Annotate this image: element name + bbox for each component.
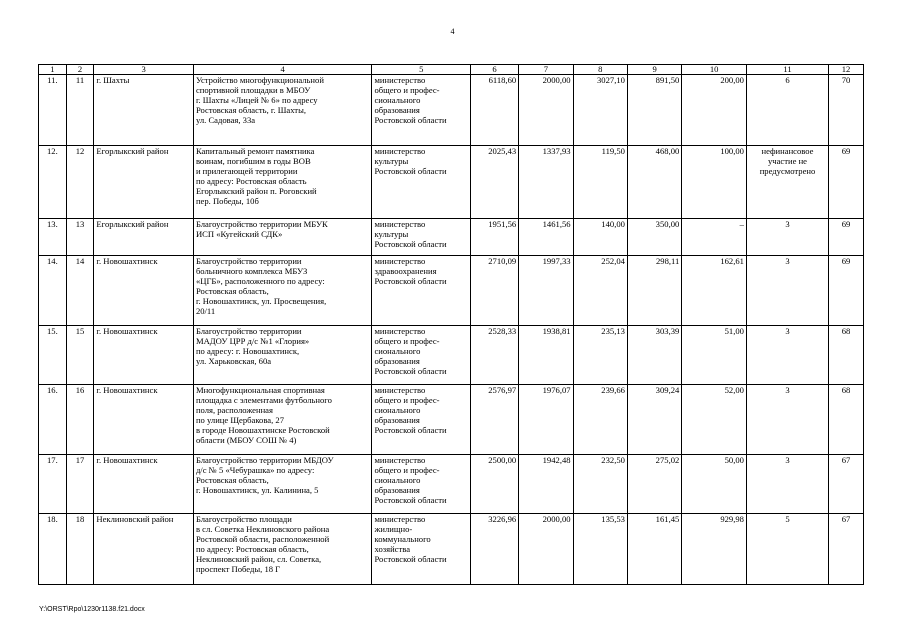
cell-text-line: д/с № 5 «Чебурашка» по адресу: bbox=[195, 465, 315, 476]
amount-col8-cell: 140,00 bbox=[573, 219, 627, 256]
cell-text-line: образования bbox=[374, 485, 420, 496]
municipality-cell: г. Новошахтинск bbox=[94, 455, 194, 514]
page-number: 4 bbox=[450, 27, 455, 36]
participation-cell bbox=[746, 219, 828, 256]
cell-text-line: Благоустройство территории МБДОУ bbox=[195, 455, 334, 465]
row-id-cell: 12 bbox=[66, 146, 94, 219]
cell-text-line: министерство bbox=[374, 146, 426, 156]
cell-text-line: 3 bbox=[785, 385, 790, 395]
municipality-cell: г. Шахты bbox=[94, 75, 194, 146]
cell-text-line: Благоустройство площади bbox=[195, 514, 292, 524]
cell-text-line: сионального bbox=[374, 405, 421, 416]
amount-col7-cell: 1942,48 bbox=[519, 455, 573, 514]
row-id-cell: 18 bbox=[66, 514, 94, 585]
total-amount-cell: 2025,43 bbox=[470, 146, 518, 219]
amount-col10-cell: 100,00 bbox=[682, 146, 747, 219]
cell-text-line: образования bbox=[374, 105, 420, 116]
amount-col10-cell: – bbox=[682, 219, 747, 256]
row-number-cell: 13. bbox=[39, 219, 67, 256]
cell-text-line: в сл. Советка Неклиновского района bbox=[195, 524, 330, 535]
cell-text-line: Ростовской области bbox=[374, 495, 447, 506]
column-header: 4 bbox=[193, 65, 372, 75]
cell-text-line: участие не bbox=[768, 156, 807, 167]
cell-text-line: нефинансовое bbox=[761, 146, 814, 156]
municipality-cell: г. Новошахтинск bbox=[94, 385, 194, 455]
cell-text-line: сионального bbox=[374, 346, 421, 357]
project-name-cell bbox=[193, 256, 372, 326]
column-header: 3 bbox=[94, 65, 194, 75]
score-cell: 69 bbox=[829, 219, 864, 256]
amount-col8-cell: 232,50 bbox=[573, 455, 627, 514]
cell-text-line: Благоустройство территории МБУК bbox=[195, 219, 328, 229]
row-id-cell: 16 bbox=[66, 385, 94, 455]
column-header: 2 bbox=[66, 65, 94, 75]
column-header: 7 bbox=[519, 65, 573, 75]
project-name-cell bbox=[193, 146, 372, 219]
cell-text-line: здравоохранения bbox=[374, 266, 437, 277]
score-cell: 68 bbox=[829, 385, 864, 455]
amount-col9-cell: 891,50 bbox=[627, 75, 681, 146]
column-header: 12 bbox=[829, 65, 864, 75]
cell-text-line: Ростовской области bbox=[374, 239, 447, 250]
column-header: 1 bbox=[39, 65, 67, 75]
cell-text-line: по адресу: г. Новошахтинск, bbox=[195, 346, 300, 357]
ministry-cell bbox=[372, 75, 471, 146]
cell-text-line: г. Новошахтинск, ул. Калинина, 5 bbox=[195, 485, 319, 496]
score-cell: 70 bbox=[829, 75, 864, 146]
row-id-cell: 15 bbox=[66, 326, 94, 385]
total-amount-cell: 3226,96 bbox=[470, 514, 518, 585]
table-row bbox=[39, 514, 864, 585]
amount-col8-cell: 119,50 bbox=[573, 146, 627, 219]
ministry-cell bbox=[372, 514, 471, 585]
ministry-cell bbox=[372, 455, 471, 514]
column-header: 8 bbox=[573, 65, 627, 75]
ministry-cell bbox=[372, 146, 471, 219]
cell-text-line: Ростовской области bbox=[374, 115, 447, 126]
project-name-cell bbox=[193, 455, 372, 514]
cell-text-line: Многофункциональная спортивная bbox=[195, 385, 325, 395]
score-cell: 67 bbox=[829, 455, 864, 514]
participation-cell bbox=[746, 256, 828, 326]
cell-text-line: г. Шахты «Лицей № 6» по адресу bbox=[195, 95, 318, 106]
score-cell: 68 bbox=[829, 326, 864, 385]
cell-text-line: ул. Харьковская, 60а bbox=[195, 356, 272, 367]
cell-text-line: министерство bbox=[374, 219, 426, 229]
column-header: 6 bbox=[470, 65, 518, 75]
total-amount-cell: 2576,97 bbox=[470, 385, 518, 455]
amount-col8-cell: 3027,10 bbox=[573, 75, 627, 146]
amount-col10-cell: 50,00 bbox=[682, 455, 747, 514]
cell-text-line: министерство bbox=[374, 326, 426, 336]
cell-text-line: Ростовская область, bbox=[195, 475, 269, 486]
total-amount-cell: 6118,60 bbox=[470, 75, 518, 146]
cell-text-line: 3 bbox=[785, 326, 790, 336]
cell-text-line: 20/11 bbox=[195, 306, 216, 317]
row-number-cell: 16. bbox=[39, 385, 67, 455]
cell-text-line: 6 bbox=[785, 75, 790, 85]
amount-col7-cell: 1997,33 bbox=[519, 256, 573, 326]
participation-cell bbox=[746, 514, 828, 585]
project-name-cell bbox=[193, 219, 372, 256]
cell-text-line: МАДОУ ЦРР д/с №1 «Глория» bbox=[195, 336, 310, 347]
cell-text-line: ИСП «Кугейский СДК» bbox=[195, 229, 283, 240]
row-number-cell: 12. bbox=[39, 146, 67, 219]
row-number-cell: 11. bbox=[39, 75, 67, 146]
project-name-cell bbox=[193, 514, 372, 585]
cell-text-line: больничного комплекса МБУЗ bbox=[195, 266, 308, 277]
cell-text-line: в городе Новошахтинске Ростовской bbox=[195, 425, 330, 436]
cell-text-line: Ростовская область, bbox=[195, 286, 269, 297]
total-amount-cell: 2500,00 bbox=[470, 455, 518, 514]
amount-col8-cell: 252,04 bbox=[573, 256, 627, 326]
amount-col10-cell: 52,00 bbox=[682, 385, 747, 455]
cell-text-line: Капитальный ремонт памятника bbox=[195, 146, 315, 156]
cell-text-line: образования bbox=[374, 356, 420, 367]
municipality-cell: г. Новошахтинск bbox=[94, 256, 194, 326]
cell-text-line: площадка с элементами футбольного bbox=[195, 395, 332, 406]
amount-col7-cell: 2000,00 bbox=[519, 75, 573, 146]
row-id-cell: 14 bbox=[66, 256, 94, 326]
amount-col9-cell: 161,45 bbox=[627, 514, 681, 585]
amount-col10-cell: 51,00 bbox=[682, 326, 747, 385]
amount-col8-cell: 235,13 bbox=[573, 326, 627, 385]
cell-text-line: коммунального bbox=[374, 534, 431, 545]
cell-text-line: министерство bbox=[374, 256, 426, 266]
participation-cell bbox=[746, 326, 828, 385]
column-header: 5 bbox=[372, 65, 471, 75]
cell-text-line: Ростовской области, расположенной bbox=[195, 534, 330, 545]
project-name-cell bbox=[193, 326, 372, 385]
cell-text-line: министерство bbox=[374, 385, 426, 395]
amount-col7-cell: 1938,81 bbox=[519, 326, 573, 385]
cell-text-line: проспект Победы, 18 Г bbox=[195, 564, 281, 575]
column-header: 11 bbox=[746, 65, 828, 75]
cell-text-line: Ростовской области bbox=[374, 276, 447, 287]
cell-text-line: сионального bbox=[374, 475, 421, 486]
cell-text-line: министерство bbox=[374, 455, 426, 465]
cell-text-line: пер. Победы, 10б bbox=[195, 196, 259, 207]
row-number-cell: 15. bbox=[39, 326, 67, 385]
cell-text-line: г. Новошахтинск, ул. Просвещения, bbox=[195, 296, 327, 307]
total-amount-cell: 2528,33 bbox=[470, 326, 518, 385]
cell-text-line: образования bbox=[374, 415, 420, 426]
amount-col7-cell: 1976,07 bbox=[519, 385, 573, 455]
table-row bbox=[39, 256, 864, 326]
cell-text-line: Ростовской области bbox=[374, 166, 447, 177]
cell-text-line: ул. Садовая, 33а bbox=[195, 115, 256, 126]
column-header: 10 bbox=[682, 65, 747, 75]
score-cell: 67 bbox=[829, 514, 864, 585]
amount-col9-cell: 303,39 bbox=[627, 326, 681, 385]
column-number-row bbox=[39, 65, 864, 75]
table-row bbox=[39, 219, 864, 256]
column-header: 9 bbox=[627, 65, 681, 75]
amount-col10-cell: 200,00 bbox=[682, 75, 747, 146]
cell-text-line: хозяйства bbox=[374, 544, 411, 555]
municipality-cell: Егорлыкский район bbox=[94, 219, 194, 256]
row-number-cell: 17. bbox=[39, 455, 67, 514]
cell-text-line: общего и профес- bbox=[374, 336, 440, 347]
cell-text-line: Благоустройство территории bbox=[195, 256, 302, 266]
table-row bbox=[39, 385, 864, 455]
cell-text-line: по адресу: Ростовская область, bbox=[195, 544, 309, 555]
row-id-cell: 13 bbox=[66, 219, 94, 256]
ministry-cell bbox=[372, 326, 471, 385]
amount-col7-cell: 1337,93 bbox=[519, 146, 573, 219]
row-id-cell: 17 bbox=[66, 455, 94, 514]
cell-text-line: сионального bbox=[374, 95, 421, 106]
cell-text-line: Благоустройство территории bbox=[195, 326, 302, 336]
cell-text-line: культуры bbox=[374, 229, 409, 240]
cell-text-line: Неклиновский район, сл. Советка, bbox=[195, 554, 322, 565]
cell-text-line: Егорлыкский район п. Роговский bbox=[195, 186, 317, 197]
amount-col9-cell: 298,11 bbox=[627, 256, 681, 326]
amount-col7-cell: 1461,56 bbox=[519, 219, 573, 256]
cell-text-line: общего и профес- bbox=[374, 85, 440, 96]
cell-text-line: по улице Щербакова, 27 bbox=[195, 415, 285, 426]
cell-text-line: 3 bbox=[785, 256, 790, 266]
participation-cell bbox=[746, 146, 828, 219]
row-id-cell: 11 bbox=[66, 75, 94, 146]
participation-cell bbox=[746, 75, 828, 146]
amount-col8-cell: 135,53 bbox=[573, 514, 627, 585]
cell-text-line: 3 bbox=[785, 219, 790, 229]
ministry-cell bbox=[372, 256, 471, 326]
projects-table bbox=[38, 64, 864, 585]
cell-text-line: спортивной площадки в МБОУ bbox=[195, 85, 311, 96]
row-number-cell: 18. bbox=[39, 514, 67, 585]
municipality-cell: Егорлыкский район bbox=[94, 146, 194, 219]
table-row bbox=[39, 75, 864, 146]
project-name-cell bbox=[193, 75, 372, 146]
amount-col8-cell: 239,66 bbox=[573, 385, 627, 455]
cell-text-line: Ростовской области bbox=[374, 425, 447, 436]
cell-text-line: Ростовской области bbox=[374, 366, 447, 377]
ministry-cell bbox=[372, 385, 471, 455]
participation-cell bbox=[746, 385, 828, 455]
ministry-cell bbox=[372, 219, 471, 256]
document-table-container bbox=[38, 64, 864, 585]
cell-text-line: области (МБОУ СОШ № 4) bbox=[195, 435, 297, 446]
cell-text-line: министерство bbox=[374, 75, 426, 85]
total-amount-cell: 1951,56 bbox=[470, 219, 518, 256]
cell-text-line: министерство bbox=[374, 514, 426, 524]
cell-text-line: «ЦГБ», расположенного по адресу: bbox=[195, 276, 325, 287]
cell-text-line: поля, расположенная bbox=[195, 405, 273, 416]
cell-text-line: Ростовской области bbox=[374, 554, 447, 565]
table-row bbox=[39, 146, 864, 219]
amount-col9-cell: 350,00 bbox=[627, 219, 681, 256]
municipality-cell: г. Новошахтинск bbox=[94, 326, 194, 385]
cell-text-line: Ростовская область, г. Шахты, bbox=[195, 105, 306, 116]
file-path-footer: Y:\ORST\Rpo\1230r1138.f21.docx bbox=[39, 606, 145, 613]
total-amount-cell: 2710,09 bbox=[470, 256, 518, 326]
cell-text-line: культуры bbox=[374, 156, 409, 167]
cell-text-line: общего и профес- bbox=[374, 395, 440, 406]
municipality-cell: Неклиновский район bbox=[94, 514, 194, 585]
cell-text-line: 3 bbox=[785, 455, 790, 465]
amount-col7-cell: 2000,00 bbox=[519, 514, 573, 585]
participation-cell bbox=[746, 455, 828, 514]
cell-text-line: предусмотрено bbox=[759, 166, 816, 177]
table-row bbox=[39, 326, 864, 385]
cell-text-line: воинам, погибшим в годы ВОВ bbox=[195, 156, 311, 167]
cell-text-line: жилищно- bbox=[374, 524, 413, 535]
cell-text-line: 5 bbox=[785, 514, 790, 524]
cell-text-line: и прилегающей территории bbox=[195, 166, 298, 177]
cell-text-line: общего и профес- bbox=[374, 465, 440, 476]
amount-col9-cell: 309,24 bbox=[627, 385, 681, 455]
cell-text-line: по адресу: Ростовская область bbox=[195, 176, 307, 187]
project-name-cell bbox=[193, 385, 372, 455]
amount-col10-cell: 929,98 bbox=[682, 514, 747, 585]
row-number-cell: 14. bbox=[39, 256, 67, 326]
table-body bbox=[39, 75, 864, 585]
table-row bbox=[39, 455, 864, 514]
amount-col10-cell: 162,61 bbox=[682, 256, 747, 326]
amount-col9-cell: 275,02 bbox=[627, 455, 681, 514]
score-cell: 69 bbox=[829, 256, 864, 326]
score-cell: 69 bbox=[829, 146, 864, 219]
amount-col9-cell: 468,00 bbox=[627, 146, 681, 219]
cell-text-line: Устройство многофункциональной bbox=[195, 75, 324, 85]
